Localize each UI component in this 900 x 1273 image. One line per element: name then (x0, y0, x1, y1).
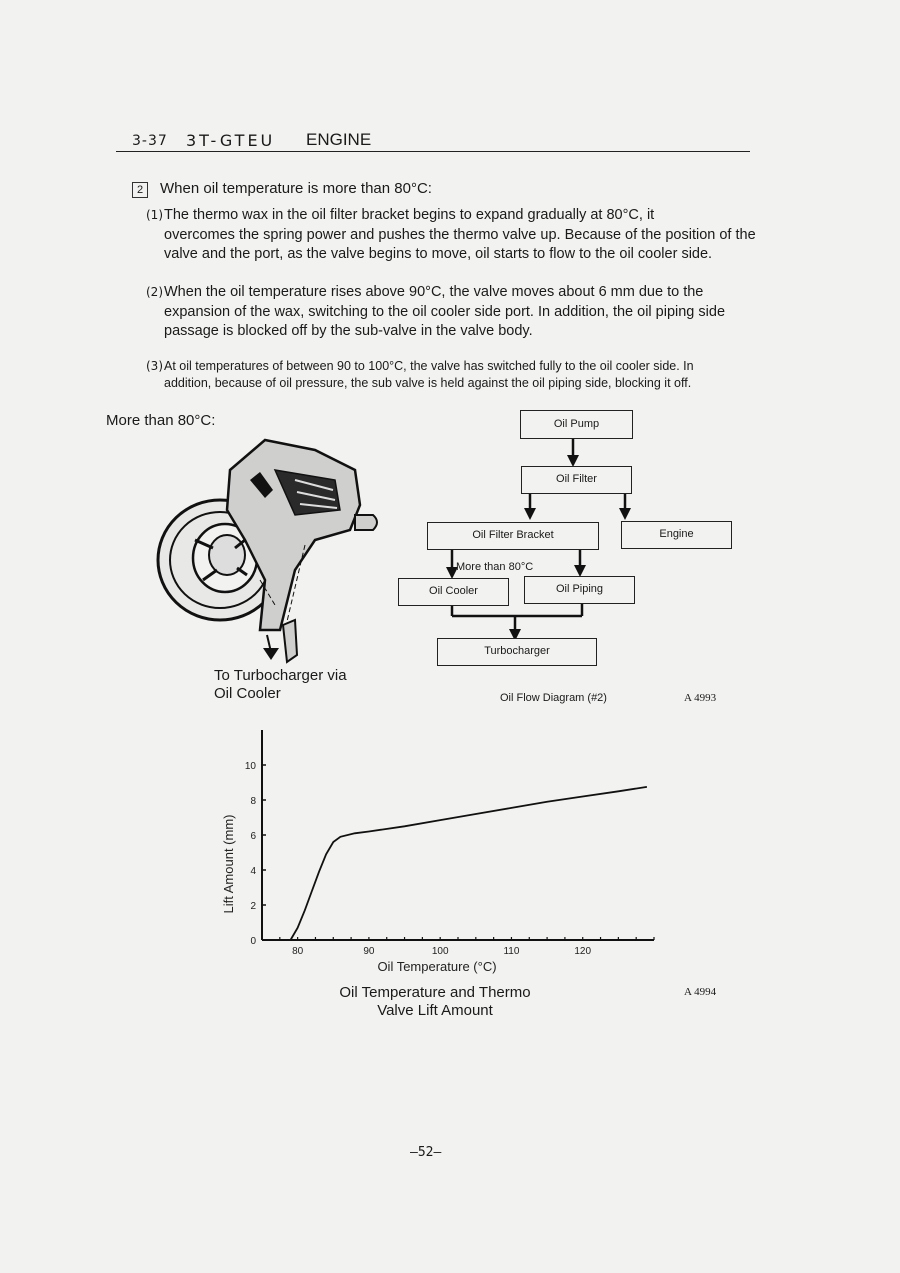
chart-title-line: Oil Temperature and Thermo (339, 984, 531, 1001)
chart-axes (262, 730, 654, 940)
flow-box-oil-cooler: Oil Cooler (398, 578, 509, 606)
flow-box-oil-pump: Oil Pump (520, 410, 633, 439)
chart-y-axis-label: Lift Amount (mm) (221, 814, 236, 914)
illustration-label-line: To Turbocharger via (214, 667, 347, 684)
paragraph-1 (146, 206, 756, 265)
lift-chart (200, 715, 670, 980)
header-engine-label: ENGINE (306, 130, 372, 149)
section-marker: 2 (132, 182, 148, 198)
illustration-label-line: Oil Cooler (214, 685, 281, 702)
page-number: —52— (410, 1145, 442, 1160)
paragraph-line: When the oil temperature rises above 90°C, the valve moves about 6 mm due to the (164, 284, 704, 300)
chart-x-tick-label: 80 (292, 946, 304, 957)
section-heading: When oil temperature is more than 80°C: (160, 180, 432, 197)
paragraph-number: (2) (146, 285, 163, 299)
chart-x-tick-label: 100 (431, 946, 449, 957)
flow-box-oil-filter: Oil Filter (521, 466, 632, 494)
figure-code: A 4993 (684, 692, 717, 704)
chart-y-tick-label: 8 (250, 796, 256, 807)
chart-code: A 4994 (684, 986, 717, 998)
section-number: 3-37 (132, 133, 168, 149)
chart-series-line (291, 787, 647, 940)
paragraph-line: The thermo wax in the oil filter bracket begins to expand gradually at 80°C, it (164, 207, 655, 223)
header-rule (116, 151, 750, 152)
chart-ticks (245, 761, 654, 957)
chart-title-line: Valve Lift Amount (377, 1002, 493, 1019)
illustration-label-bottom (214, 667, 347, 703)
chart-x-axis-label: Oil Temperature (°C) (377, 959, 497, 974)
paragraph-line: At oil temperatures of between 90 to 100°C, the valve has switched fully to the oil cooler side. In (164, 359, 694, 373)
engine-model: 3T-GTEU (186, 131, 276, 150)
flow-box-turbocharger: Turbocharger (437, 638, 597, 666)
flow-box-oil-piping: Oil Piping (524, 576, 635, 604)
paragraph-number: (1) (146, 208, 163, 222)
paragraph-text: expansion of the wax, switching to the oil cooler side port. In addition, the oil piping side passage is blocked off by the sub-valve in the valve body. (164, 303, 726, 339)
oil-filter-bracket-illustration (155, 430, 385, 670)
paragraph-number: (3) (146, 359, 163, 373)
flow-condition-label: More than 80°C (456, 561, 534, 573)
paragraph-2 (146, 283, 756, 342)
chart-y-tick-label: 0 (250, 936, 256, 947)
paragraph-text: addition, because of oil pressure, the sub valve is held against the oil piping side, blocking it off. (164, 376, 692, 390)
flow-box-engine: Engine (621, 521, 732, 549)
paragraph-3 (146, 358, 756, 392)
chart-x-tick-label: 90 (363, 946, 375, 957)
paragraph-text: overcomes the spring power and pushes the thermo valve up. Because of the position of the valve and the port, as the valve begins to move, oil starts to flow to the oil cooler side. (164, 226, 756, 262)
flow-box-oil-filter-bracket: Oil Filter Bracket (427, 522, 599, 550)
chart-x-tick-label: 120 (574, 946, 592, 957)
chart-x-tick-label: 110 (503, 946, 520, 957)
flow-diagram-caption: Oil Flow Diagram (#2) (500, 692, 607, 704)
chart-y-tick-label: 4 (250, 866, 256, 877)
chart-y-tick-label: 6 (250, 831, 256, 842)
illustration-label-top: More than 80°C: (106, 412, 216, 429)
chart-title (300, 984, 570, 1020)
chart-y-tick-label: 10 (244, 761, 256, 772)
chart-y-tick-label: 2 (250, 901, 256, 912)
